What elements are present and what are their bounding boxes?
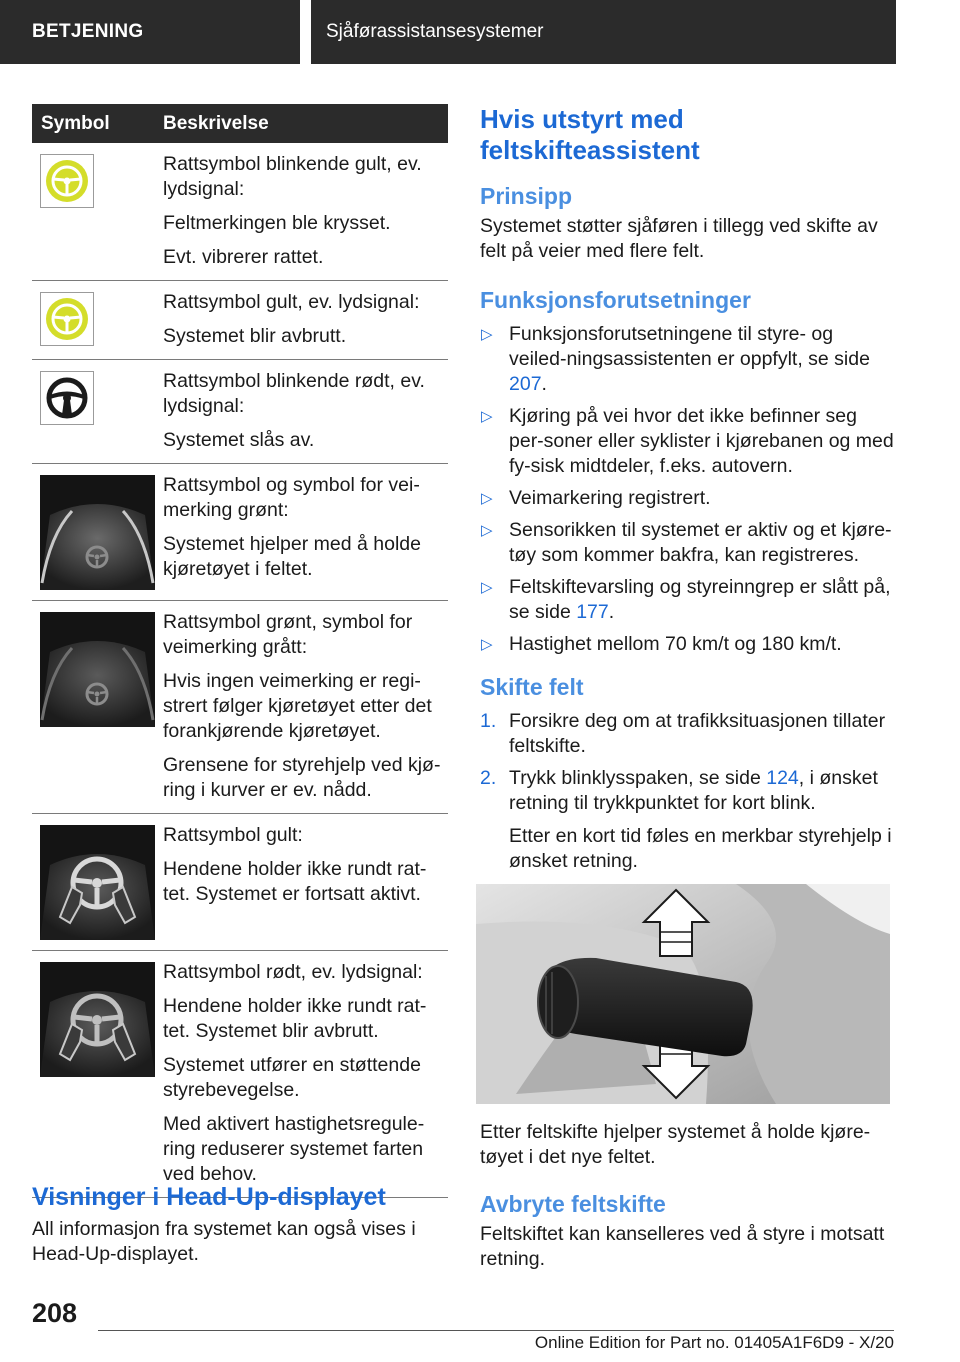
row-text: Evt. vibrerer rattet.	[163, 246, 324, 268]
list-item: ▷ Kjøring på vei hvor det ikke befinner seg per-soner eller syklister i kjørebanen og med fy-sisk midtdeler, f.eks. autovern.	[481, 405, 894, 477]
row-text: Hendene holder ikke rundt rat-tet. Systemet blir avbrutt.	[163, 995, 427, 1042]
row-text: Systemet slås av.	[163, 429, 315, 451]
row-text: Med aktivert hastighetsregule-ring reduserer systemet farten ved behov.	[163, 1113, 425, 1185]
triangle-bullet-icon: ▷	[481, 579, 493, 596]
steps-list	[480, 709, 894, 874]
table-header	[32, 104, 448, 143]
row-text: Rattsymbol blinkende gult, ev. lydsignal:	[163, 153, 422, 200]
turn-signal-lever-illustration	[476, 884, 890, 1104]
principle-heading: Prinsipp	[480, 183, 573, 209]
edition-note: Online Edition for Part no. 01405A1F6D9 - X/20	[534, 1333, 894, 1352]
steering-wheel-yellow-icon	[40, 292, 94, 346]
footer-divider	[98, 1330, 894, 1331]
row-text: Systemet hjelper med å holde kjøretøyet i feltet.	[163, 533, 421, 580]
triangle-bullet-icon: ▷	[481, 326, 493, 343]
row-text: Rattsymbol rødt, ev. lydsignal:	[163, 961, 423, 983]
cancel-text: Feltskiftet kan kanselleres ved å styre i motsatt retning.	[480, 1223, 885, 1270]
hands-on-wheel-yellow-display	[40, 825, 155, 940]
list-item: ▷ Veimarkering registrert.	[481, 487, 711, 509]
page-link[interactable]: 177	[576, 601, 609, 623]
column-header-symbol: Symbol	[41, 112, 110, 134]
page-link[interactable]: 207	[509, 373, 542, 395]
row-text: Rattsymbol grønt, symbol for veimerking grått:	[163, 611, 413, 658]
change-lane-heading: Skifte felt	[480, 674, 584, 700]
row-text: Systemet blir avbrutt.	[163, 325, 347, 347]
lane-grey-display	[40, 612, 155, 727]
column-header-description: Beskrivelse	[163, 112, 269, 134]
list-item: ▷ Feltskiftevarsling og styreinngrep er slått på, se side 177.	[481, 576, 891, 623]
table-row	[32, 360, 448, 464]
hud-title: Visninger i Head-Up-displayet	[32, 1183, 386, 1211]
symbol-table	[32, 104, 448, 1198]
hud-section	[32, 1182, 448, 1267]
row-text: Rattsymbol blinkende rødt, ev. lydsignal:	[163, 370, 425, 417]
table-row	[32, 951, 448, 1198]
triangle-bullet-icon: ▷	[481, 636, 493, 653]
triangle-bullet-icon: ▷	[481, 490, 493, 507]
requirements-heading: Funksjonsforutsetninger	[480, 287, 751, 313]
table-row	[32, 601, 448, 814]
step-note: Etter en kort tid føles en merkbar styrehjelp i ønsket retning.	[509, 825, 892, 872]
hud-text: All informasjon fra systemet kan også vises i Head-Up-displayet.	[32, 1218, 416, 1265]
row-text: Rattsymbol gult, ev. lydsignal:	[163, 291, 420, 313]
page-number: 208	[32, 1298, 78, 1328]
steering-wheel-red-icon	[40, 371, 94, 425]
list-item: ▷ Sensorikken til systemet er aktiv og et kjøre-tøy som kommer bakfra, kan registreres.	[481, 519, 892, 566]
right-column	[480, 104, 894, 1272]
after-change-text: Etter feltskifte hjelper systemet å holde kjøre-tøyet i det nye feltet.	[480, 1121, 871, 1168]
cancel-heading: Avbryte feltskifte	[480, 1191, 666, 1217]
row-text: Grensene for styrehjelp ved kjø-ring i kurver er ev. nådd.	[163, 754, 441, 801]
chapter-title: Sjåførassistansesystemer	[326, 21, 544, 42]
section-tab	[0, 0, 300, 64]
triangle-bullet-icon: ▷	[481, 522, 493, 539]
row-text: Systemet utfører en støttende styrebevegelse.	[163, 1054, 421, 1101]
table-row	[32, 814, 448, 951]
table-row	[32, 464, 448, 601]
chapter-tab	[311, 0, 896, 64]
principle-text: Systemet støtter sjåføren i tillegg ved skifte av felt på veier med flere felt.	[480, 215, 878, 262]
hands-on-wheel-red-display	[40, 962, 155, 1077]
row-text: Hendene holder ikke rundt rat-tet. Systemet er fortsatt aktivt.	[163, 858, 427, 905]
table-row	[32, 281, 448, 360]
row-text: Rattsymbol gult:	[163, 824, 303, 846]
list-item: ▷ Hastighet mellom 70 km/t og 180 km/t.	[481, 633, 842, 655]
section-title-lane-change: Hvis utstyrt med feltskifteassistent	[480, 104, 700, 165]
lane-green-display	[40, 475, 155, 590]
page-link[interactable]: 124	[766, 767, 799, 789]
row-text: Rattsymbol og symbol for vei-merking grønt:	[163, 474, 420, 521]
list-item: 1. Forsikre deg om at trafikksituasjonen tillater feltskifte.	[480, 710, 886, 757]
triangle-bullet-icon: ▷	[481, 408, 493, 425]
row-text: Hvis ingen veimerking er regi-strert følger kjøretøyet etter det forankjørende kjøretøyet.	[163, 670, 432, 742]
section-title: BETJENING	[32, 21, 144, 42]
row-text: Feltmerkingen ble krysset.	[163, 212, 391, 234]
table-row	[32, 143, 448, 281]
list-item: 2. Trykk blinklysspaken, se side 124, i ønsket retning til trykkpunktet for kort blink. Etter en kort tid føles en merkbar styrehjelp i ønsket retning.	[480, 766, 894, 874]
requirements-list	[480, 322, 894, 657]
steering-wheel-yellow-icon	[40, 154, 94, 208]
list-item: ▷ Funksjonsforutsetningene til styre- og veiled-ningsassistenten er oppfylt, se side 207.	[481, 323, 870, 395]
